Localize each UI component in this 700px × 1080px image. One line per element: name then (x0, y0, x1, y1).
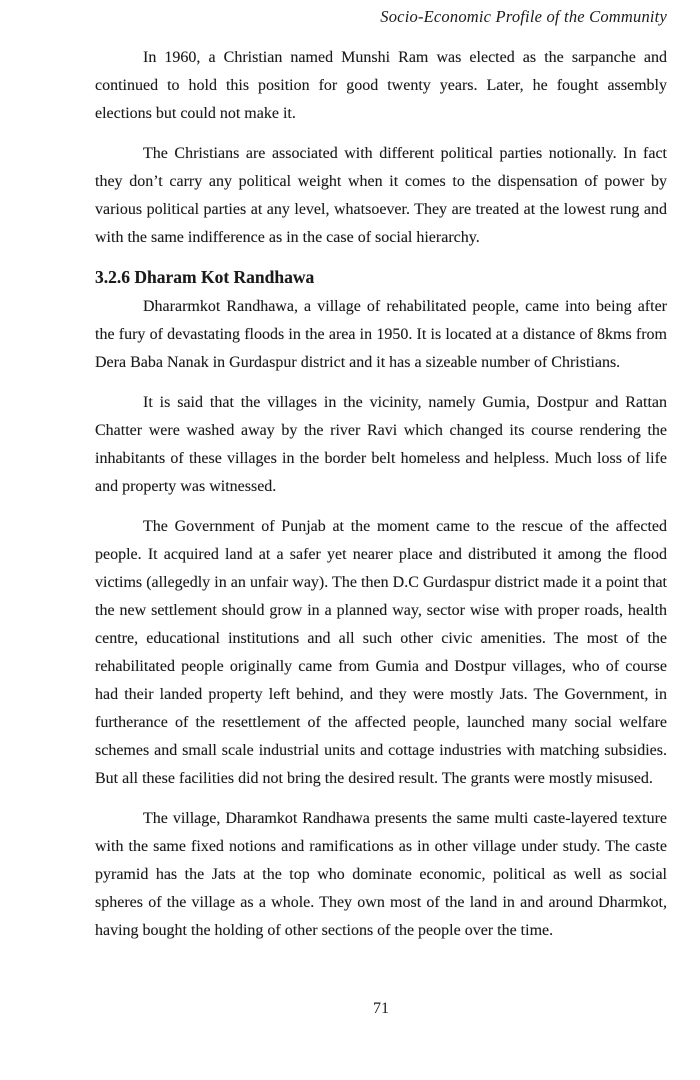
paragraph-5: The Government of Punjab at the moment came to the rescue of the affected people. It acquired land at a safer yet nearer place and distributed it among the flood victims (allegedly in an unfair way). The then D.C Gurdaspur district made it a point that the new settlement should grow in a planned way, sector wise with proper roads, health centre, educational institutions and all such other civic amenities. The most of the rehabilitated people originally came from Gumia and Dostpur villages, who of course had their landed property left behind, and they were mostly Jats. The Government, in furtherance of the resettlement of the affected people, launched many social welfare schemes and small scale industrial units and cottage industries with matching subsidies. But all these facilities did not bring the desired result. The grants were mostly misused. (95, 518, 667, 787)
paragraph-3: Dhararmkot Randhawa, a village of rehabilitated people, came into being after the fury of devastating floods in the area in 1950. It is located at a distance of 8kms from Dera Baba Nanak in Gurdaspur district and it has a sizeable number of Christians. (95, 298, 667, 371)
paragraph-4: It is said that the villages in the vicinity, namely Gumia, Dostpur and Rattan Chatter were washed away by the river Ravi which changed its course rendering the inhabitants of these villages in the border belt homeless and helpless. Much loss of life and property was witnessed. (95, 394, 667, 495)
paragraph-2: The Christians are associated with different political parties notionally. In fact they don’t carry any political weight when it comes to the dispensation of power by various political parties at any level, whatsoever. They are treated at the lowest rung and with the same indifference as in the case of social hierarchy. (95, 145, 667, 246)
section-heading: 3.2.6 Dharam Kot Randhawa (95, 267, 315, 287)
header-title: Socio-Economic Profile of the Community (380, 7, 667, 26)
paragraph-1: In 1960, a Christian named Munshi Ram was elected as the sarpanche and continued to hold this position for good twenty years. Later, he fought assembly elections but could not make it. (95, 49, 667, 122)
page-footer (95, 1000, 667, 1018)
paragraph-6: The village, Dharamkot Randhawa presents the same multi caste-layered texture with the same fixed notions and ramifications as in other village under study. The caste pyramid has the Jats at the top who dominate economic, political as well as social spheres of the village as a whole. They own most of the land in and around Dharmkot, having bought the holding of other sections of the people over the time. (95, 810, 667, 939)
running-header (95, 7, 667, 27)
page-body (95, 44, 667, 957)
page-number: 71 (373, 1000, 389, 1017)
